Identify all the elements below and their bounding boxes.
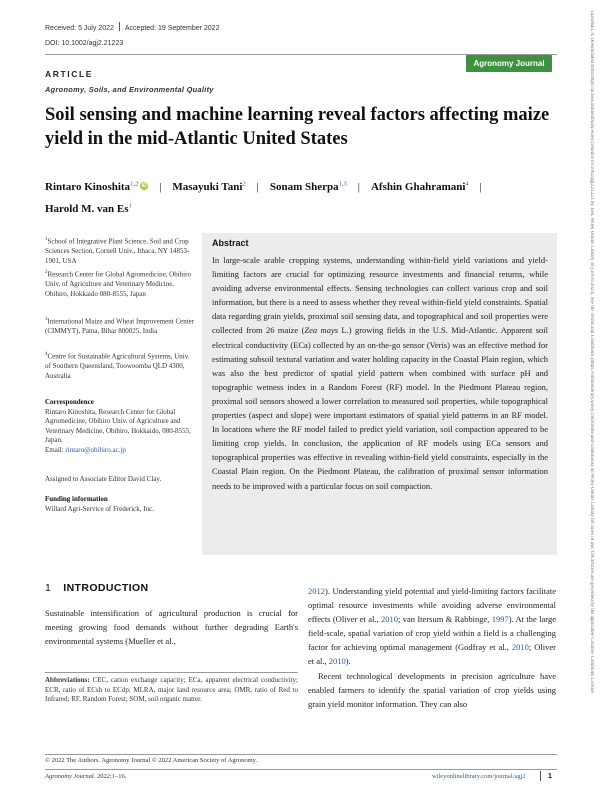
orcid-icon[interactable]: iD (141, 182, 147, 189)
intro-paragraph: 2012). Understanding yield potential and yield-limiting factors facilitate optimal resource investments while avoiding adverse environmental effects (Oliver et al., 2010; van Itersum & Rabbinge, 1997). At the large field-scale, spatial variation of crop yield within a field is a challenging factor for achieving optimal management (Godfray et al., 2010; Oliver et al., 2010). (308, 586, 556, 667)
author[interactable]: Masayuki Tani$^2$ (172, 180, 246, 193)
copyright: © 2022 The Authors. Agronomy Journal © 2022 American Society of Agronomy. (45, 757, 258, 764)
correspondence: Correspondence Rintaro Kinoshita, Research Center for Global Agromedicine, Obihiro Univ. of Agriculture and Veterinary Medicine, Obihiro, Hokkaido, 080-8555, Japan. Email: rintaro@obihiro.ac.jp (45, 398, 191, 454)
abbreviations: Abbreviations: CEC, cation exchange capacity; ECa, apparent electrical conductivity; ECR, ratio of ECsh to ECdp; MLRA, major land resource area; OMR, ratio of Red to Infrared; RF, Random Forest; SOM, soil organic matter. (45, 676, 298, 704)
abbreviations-rule (45, 672, 298, 673)
footer-rule (45, 769, 557, 770)
download-notice-sidebar: 14350645, 0, Downloaded from https://acsess.onlinelibrary.wiley.com/doi/10.1002/agj2.21223 by Test, Wiley Online Library on [30/01/2023]. See the Terms and Conditions (https://onlinelibrary.wiley.com/terms-and-conditions) on Wiley Online Library for rules of use; OA articles are governed by the applicable Creative Commons License (589, 10, 594, 693)
section-label: Agronomy, Soils, and Environmental Quality (45, 85, 214, 94)
intro-paragraph: Sustainable intensification of agricultural production is crucial for meeting growing food demands without further degrading Earth's environmental systems (Mueller et al., (45, 608, 298, 647)
journal-badge[interactable]: Agronomy Journal (466, 55, 552, 72)
intro-column-2 (308, 584, 556, 711)
affiliation: $^1$School of Integrative Plant Science, Soil and Crop Sciences Section, Cornell Univ., Ithaca, NY 14853-1901, USA (45, 237, 190, 265)
author-separator: | (479, 180, 482, 193)
doi[interactable]: DOI: 10.1002/agj2.21223 (45, 40, 124, 47)
section-heading-introduction: 1 INTRODUCTION (45, 582, 149, 594)
author[interactable]: Afshin Ghahramani$^4$ (370, 180, 469, 193)
divider (540, 771, 541, 781)
affiliation: $^4$Centre for Sustainable Agricultural Systems, Univ. of Southern Queensland, Toowoomba QLD 4300, Australia (45, 352, 190, 380)
funding-info: Funding information Willard Agri-Service of Frederick, Inc. (45, 495, 154, 513)
email-link[interactable]: rintaro@obihiro.ac.jp (65, 445, 126, 454)
publication-dates (45, 22, 219, 32)
abstract-text: In large-scale arable cropping systems, understanding within-field yield variations and yield-limiting factors are crucial for optimizing resource investments and financial returns, while avoiding adverse environmental effects. Sensing technologies can collect various crop and soil information, but there is a need to assess whether they reveal within-field yield constraints. Spatial data regarding grain yields, proximal soil sensing data, and topographical and soil properties were collected from 26 maize (Zea mays L.) growing fields in the U.S. Mid-Atlantic. Apparent soil electrical conductivity (ECa) collected by an on-the-go sensor (Veris) was an effective method for estimating subsoil textural variation and water holding capacity in the Coastal Plain region, which was also the best predictor of spatial yield pattern when combined with surface pH and topographic wetness index in a Random Forest (RF) model. In the Piedmont Plateau region, proximal soil sensors showed a lower correlation to measured soil properties, while topographical properties (aspect and slope) were important estimators of spatial yield patterns in an RF model. In locations where the RF model failed to predict yield variation, soil compaction appeared to be limiting crop yields. In conclusion, the application of RF models using ECa sensors and topographical properties was effective in revealing within-field yield constraints, especially in the Coastal Plain region. On the Piedmont Plateau, the calibration of proximal sensor information needs to be improved with a particular focus on soil compaction. (212, 255, 548, 491)
funding-heading: Funding information (45, 495, 108, 503)
author[interactable]: Rintaro Kinoshita$^{1,2}$ iD (45, 180, 147, 193)
author[interactable]: Sonam Sherpa$^{1,3}$ (269, 180, 347, 193)
footer-rule (45, 754, 557, 755)
correspondence-heading: Correspondence (45, 398, 94, 406)
affiliation: $^2$Research Center for Global Agromedicine, Obihiro Univ. of Agriculture and Veterinary Medicine, Obihiro, Hokkaido 080-8555, Japan (45, 270, 191, 298)
article-label: ARTICLE (45, 69, 94, 79)
author-separator: | (256, 180, 259, 193)
page-number: 1 (548, 773, 552, 780)
author[interactable]: Harold M. van Es$^1$ (45, 202, 132, 216)
journal-website-link[interactable]: wileyonlinelibrary.com/journal/agj2 (432, 773, 526, 780)
received-date: Received: 5 July 2022 (45, 25, 114, 32)
author-separator: | (159, 180, 162, 193)
affiliation: $^3$International Maize and Wheat Improvement Center (CIMMYT), Patna, Bihar 800025, India (45, 317, 195, 335)
intro-paragraph: Recent technological developments in precision agriculture have enabled farmers to identify the spatial variation of crop yields using grain yield monitor information. They can also (308, 670, 556, 709)
author-list (45, 174, 565, 219)
divider (119, 22, 120, 31)
paper-title: Soil sensing and machine learning reveal factors affecting maize yield in the mid-Atlantic United States (45, 105, 550, 149)
accepted-date: Accepted: 19 September 2022 (124, 25, 220, 32)
assigned-editor: Assigned to Associate Editor David Clay. (45, 475, 162, 483)
journal-citation: Agronomy Journal. 2022;1–16. (45, 773, 127, 780)
abstract-heading: Abstract (212, 238, 249, 248)
author-separator: | (357, 180, 360, 193)
